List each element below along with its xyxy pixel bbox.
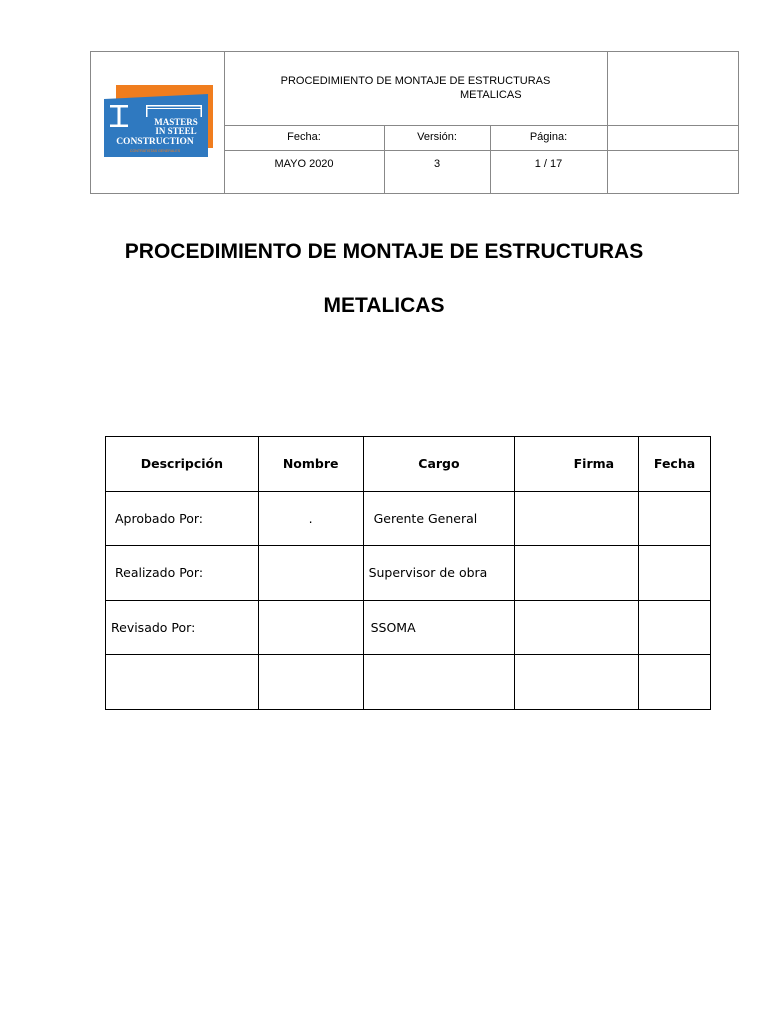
logo-line2: IN STEEL (155, 126, 197, 136)
header-divider (224, 125, 738, 126)
cell-fecha (639, 491, 711, 546)
cell-nombre (258, 655, 363, 710)
header-title-line1: PROCEDIMIENTO DE MONTAJE DE ESTRUCTURAS (280, 75, 551, 87)
document-title-line2: METALICAS (323, 294, 445, 317)
table-row (106, 491, 711, 546)
header-pagina-value: 1 / 17 (534, 158, 563, 170)
header-pagina-label: Página: (529, 131, 568, 143)
table-row (106, 600, 711, 655)
cell-firma (515, 655, 639, 710)
header-divider (224, 150, 738, 151)
cell-firma (515, 546, 639, 601)
logo-line3: CONSTRUCTION (116, 137, 194, 147)
col-header-fecha: Fecha (639, 437, 711, 492)
table-row (106, 546, 711, 601)
cell-fecha (639, 600, 711, 655)
cell-descripcion: Aprobado Por: (106, 491, 259, 546)
cell-firma (515, 491, 639, 546)
table-row (106, 655, 711, 710)
header-title-line2: METALICAS (460, 89, 522, 101)
cell-descripcion (106, 655, 259, 710)
cell-firma (515, 600, 639, 655)
header-fecha-label: Fecha: (287, 131, 321, 143)
table-header-row (106, 437, 711, 492)
cell-fecha (639, 655, 711, 710)
cell-fecha (639, 546, 711, 601)
col-header-nombre: Nombre (258, 437, 363, 492)
header-version-label: Versión: (417, 131, 457, 143)
cell-cargo: Gerente General (363, 491, 515, 546)
logo-tagline: CONTRATISTAS GENERALES (129, 149, 181, 153)
col-header-firma: Firma (515, 437, 639, 492)
header-fecha-value: MAYO 2020 (274, 158, 334, 170)
cell-cargo (363, 655, 515, 710)
cell-nombre (258, 546, 363, 601)
company-logo (96, 85, 214, 158)
cell-descripcion: Revisado Por: (106, 600, 259, 655)
cell-descripcion: Realizado Por: (106, 546, 259, 601)
document-title-line1: PROCEDIMIENTO DE MONTAJE DE ESTRUCTURAS (124, 240, 644, 263)
logo-line1: MASTERS (154, 117, 198, 127)
cell-cargo: Supervisor de obra (363, 546, 515, 601)
cell-cargo: SSOMA (363, 600, 515, 655)
col-header-cargo: Cargo (363, 437, 515, 492)
col-header-descripcion: Descripción (106, 437, 259, 492)
approval-table (105, 436, 711, 710)
header-divider (607, 52, 608, 193)
header-divider (224, 52, 225, 193)
cell-nombre (258, 600, 363, 655)
cell-nombre: . (258, 491, 363, 546)
header-version-value: 3 (433, 158, 441, 170)
